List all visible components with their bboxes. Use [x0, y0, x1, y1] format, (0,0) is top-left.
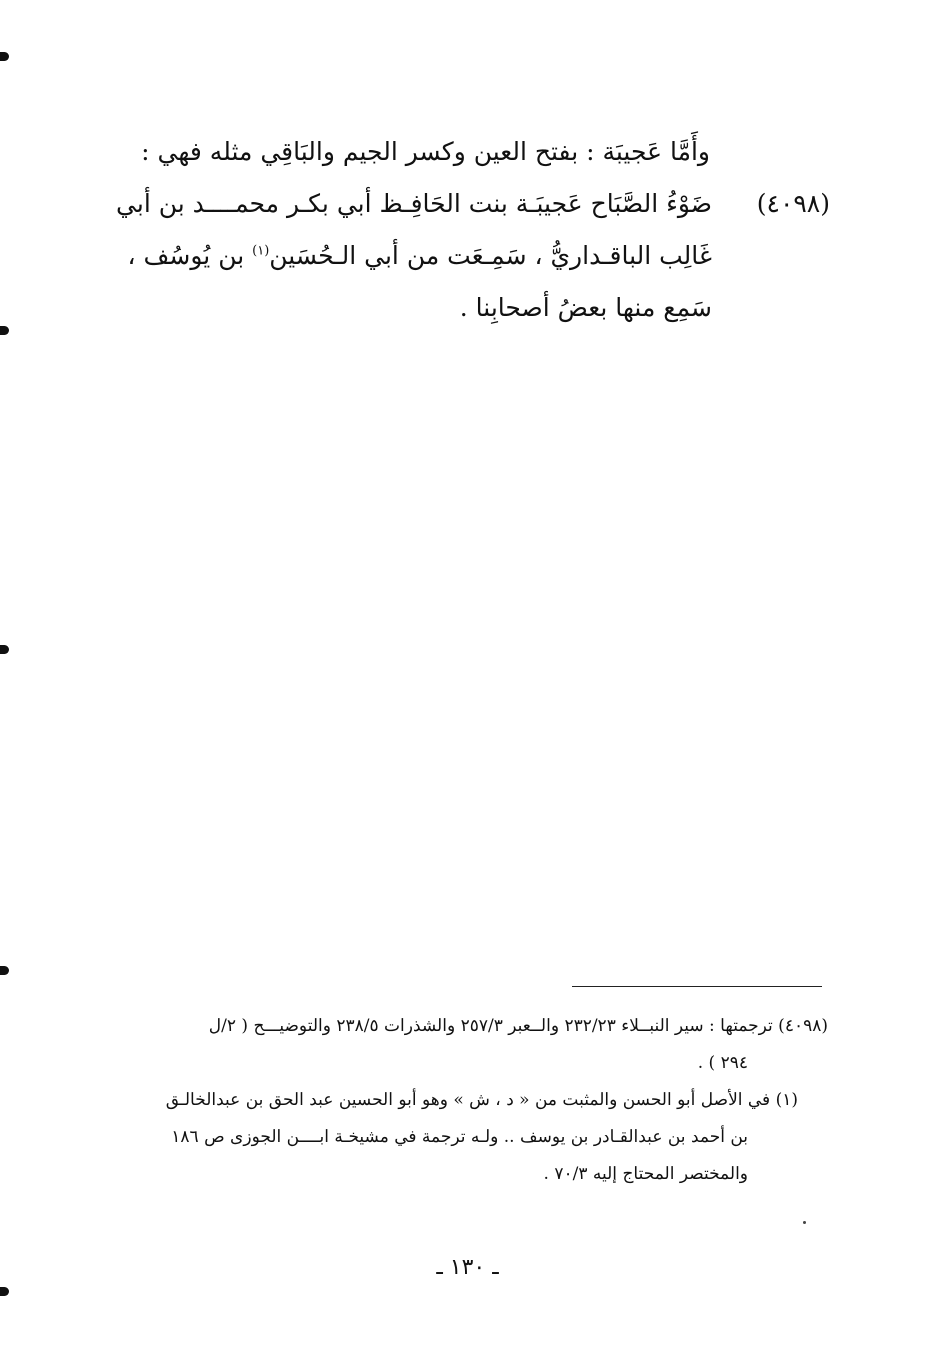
footnote-2-text-2: بن أحمد بن عبدالقـادر بن يوسف .. ولـه ترجمة في مشيخـة ابــــن الجوزى ص ١٨٦: [171, 1127, 748, 1147]
entry-text-2b: بن يُوسُف ،: [127, 241, 253, 270]
intro-text: وأَمَّا عَجيبَة : بفتح العين وكسر الجيم والبَاقِي مثله فهي :: [141, 137, 710, 166]
footnotes-block: [70, 1007, 828, 1192]
footnote-1-line-1: [70, 1007, 828, 1044]
entry-line-2: [127, 230, 830, 282]
scan-speck: [803, 1221, 806, 1224]
footnote-2-line-3: [70, 1155, 828, 1192]
footnote-separator: [572, 986, 822, 987]
footnote-1-text-2: ٢٩٤ ) .: [697, 1053, 748, 1073]
page-number: ـ ١٣٠ ـ: [436, 1255, 499, 1280]
entry-number: (٤٠٩٨): [756, 189, 830, 218]
footnote-marker[interactable]: (١): [252, 243, 270, 259]
footnote-2-text-3: والمختصر المحتاج إليه ٧٠/٣ .: [543, 1164, 748, 1184]
footnote-1-text-1: (٤٠٩٨) ترجمتها : سير النبــلاء ٢٣٢/٢٣ والــعبر ٢٥٧/٣ والشذرات ٢٣٨/٥ والتوضيـــح ( ٢/ل: [208, 1016, 828, 1036]
edge-mark: [0, 1287, 9, 1296]
main-text-block: [116, 126, 830, 334]
edge-mark: [0, 645, 9, 654]
edge-mark: [0, 52, 9, 61]
edge-mark: [0, 326, 9, 335]
edge-mark: [0, 966, 9, 975]
footnote-2-text-1: (١) في الأصل أبو الحسن والمثبت من « د ، ش » وهو أبو الحسين عبد الحق بن عبدالخالـق: [165, 1090, 798, 1110]
entry-text-2a: غَالِب الباقـداريُّ ، سَمِـعَت من أبي الـحُسَين: [269, 241, 712, 270]
footnote-2-line-2: [70, 1118, 828, 1155]
footnote-1-line-2: [70, 1044, 828, 1081]
entry-line-3: [130, 282, 830, 334]
footnote-2-line-1: [70, 1081, 828, 1118]
entry-text-1: ضَوْءُ الصَّبَاح عَجيبَـة بنت الحَافِـظ أبي بكـر محمــــد بن أبي: [116, 189, 712, 218]
intro-line: [130, 126, 830, 178]
entry-line-1: [116, 178, 830, 230]
entry-text-3: سَمِع منها بعضُ أصحابِنا .: [459, 293, 712, 322]
